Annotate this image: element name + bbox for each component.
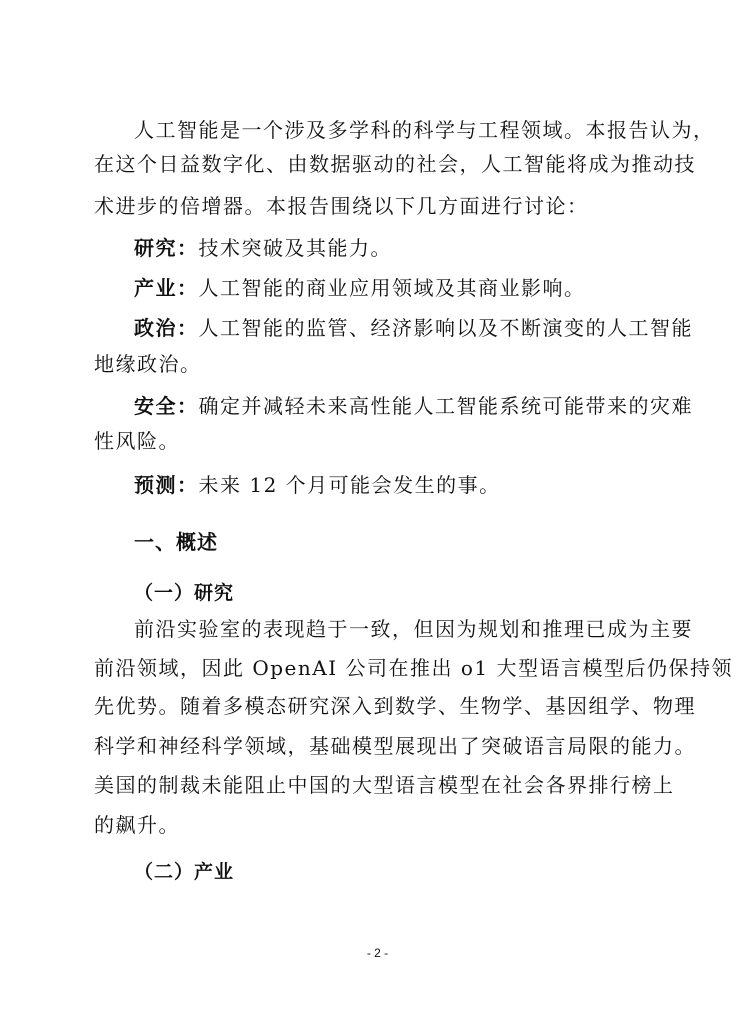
research-line-3: 先优势。随着多模态研究深入到数学、生物学、基因组学、物理 xyxy=(94,694,696,718)
page-number: - 2 - xyxy=(366,946,389,960)
topic-label: 政治： xyxy=(134,316,199,340)
research-line-6: 的飙升。 xyxy=(94,813,180,837)
topic-text: 人工智能的商业应用领域及其商业影响。 xyxy=(198,276,586,300)
topic-text: 确定并减轻未来高性能人工智能系统可能带来的灾难 xyxy=(198,394,693,418)
topic-politics xyxy=(134,315,706,341)
intro-line-1: 人工智能是一个涉及多学科的科学与工程领域。本报告认为， xyxy=(134,118,715,142)
topic-research xyxy=(134,235,706,261)
topic-politics-cont: 地缘政治。 xyxy=(94,352,202,376)
subsection-heading-industry: （二）产业 xyxy=(134,861,235,883)
topic-safety xyxy=(134,393,706,419)
intro-line-2: 在这个日益数字化、由数据驱动的社会，人工智能将成为推动技 xyxy=(94,152,696,176)
topic-label: 产业： xyxy=(134,276,199,300)
research-line-4: 科学和神经科学领域，基础模型展现出了突破语言局限的能力。 xyxy=(94,734,696,758)
research-line-1: 前沿实验室的表现趋于一致，但因为规划和推理已成为主要 xyxy=(134,617,693,641)
research-line-2: 前沿领域，因此 OpenAI 公司在推出 o1 大型语言模型后仍保持领 xyxy=(94,656,733,680)
topic-safety-cont: 性风险。 xyxy=(94,429,180,453)
topic-text: 技术突破及其能力。 xyxy=(198,236,392,260)
intro-line-3: 术进步的倍增器。本报告围绕以下几方面进行讨论： xyxy=(94,194,589,218)
topic-text: 人工智能的监管、经济影响以及不断演变的人工智能 xyxy=(198,316,693,340)
topic-predictions xyxy=(134,472,706,498)
topic-label: 预测： xyxy=(134,473,199,497)
topic-label: 研究： xyxy=(134,236,199,260)
topic-label: 安全： xyxy=(134,394,199,418)
topic-text: 未来 12 个月可能会发生的事。 xyxy=(198,473,501,497)
topic-industry xyxy=(134,275,706,301)
research-line-5: 美国的制裁未能阻止中国的大型语言模型在社会各界排行榜上 xyxy=(94,773,675,797)
subsection-heading-research: （一）研究 xyxy=(134,582,235,604)
section-heading-overview: 一、概述 xyxy=(134,530,218,554)
